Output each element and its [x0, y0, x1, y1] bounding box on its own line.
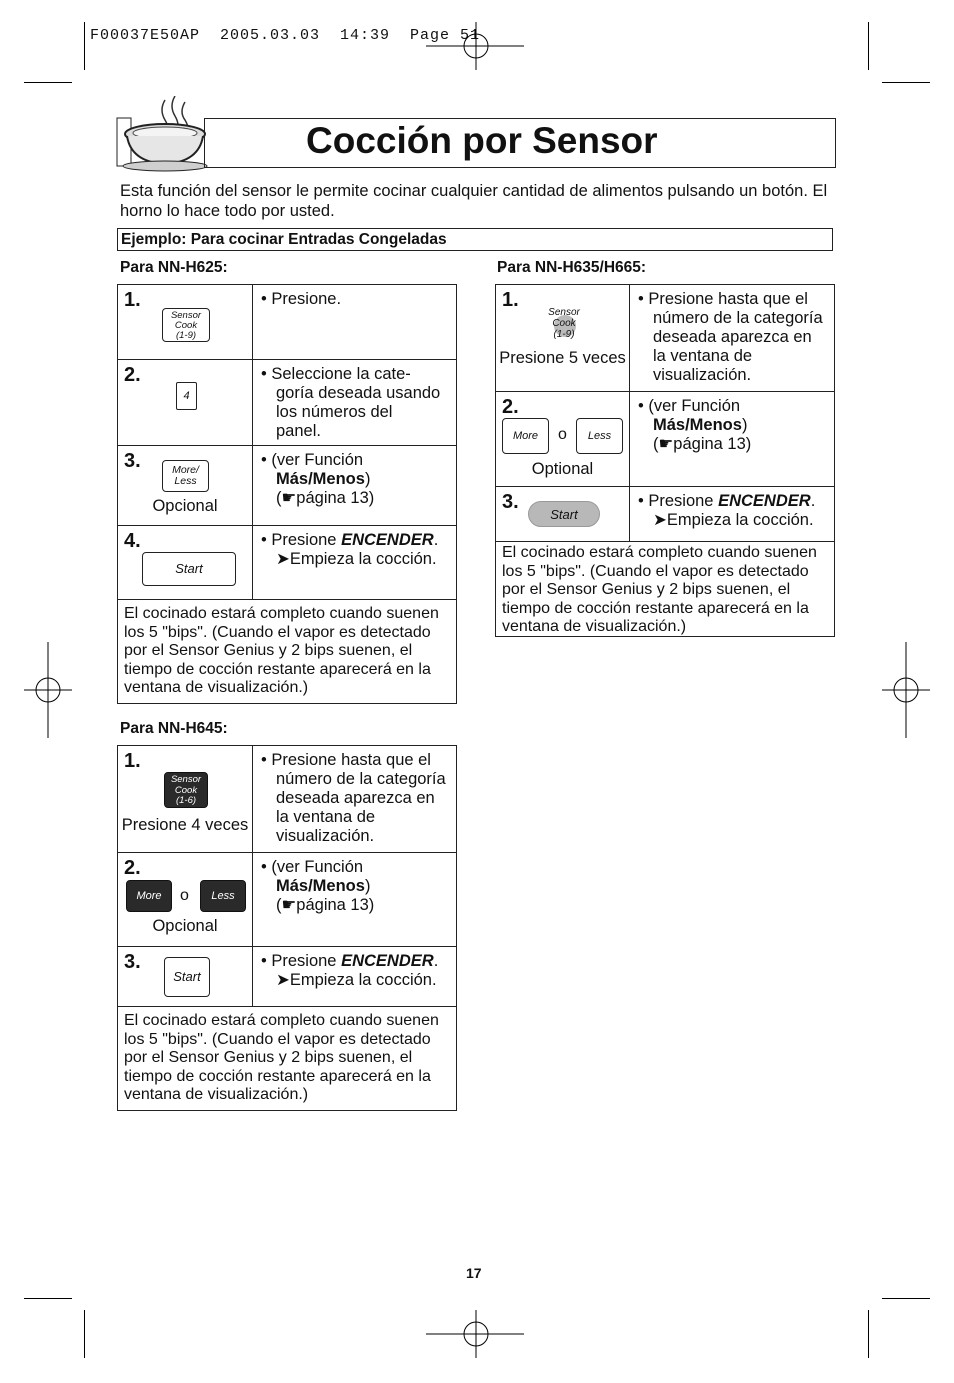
step-caption: Presione 4 veces — [121, 816, 249, 834]
registration-mark-bottom — [426, 1310, 526, 1358]
note-row — [118, 1007, 457, 1111]
step-row — [118, 285, 457, 360]
more-less-button[interactable]: More/ Less — [162, 460, 209, 492]
step-description: • Presione. — [261, 290, 342, 308]
step-description: • Presione ENCENDER. ➤Empieza la cocción. — [261, 952, 439, 989]
or-text: o — [180, 887, 189, 904]
registration-mark-right — [882, 642, 930, 738]
step-number: 1. — [124, 289, 141, 311]
step-caption: Opcional — [152, 917, 218, 935]
steaming-bowl-icon — [115, 96, 210, 174]
step-row — [118, 947, 457, 1007]
print-slug: F00037E50AP 2005.03.03 14:39 Page 51 — [90, 27, 481, 44]
step-number: 2. — [124, 364, 141, 386]
steps-table-h635-h665 — [495, 284, 835, 637]
sensor-cook-button[interactable]: Sensor Cook (1-9) — [162, 308, 210, 342]
number-4-button[interactable]: 4 — [176, 382, 197, 410]
example-heading: Ejemplo: Para cocinar Entradas Congeladas — [117, 228, 833, 251]
less-button[interactable]: Less — [200, 880, 246, 912]
step-number: 3. — [124, 450, 141, 472]
more-button[interactable]: More — [502, 418, 549, 454]
completion-note: El cocinado estará completo cuando suenen los 5 "bips". (Cuando el vapor es detectado por el Sensor Genius y 2 bips suenen, el tiempo de cocción restante aparecerá en la ventana de visualización.) — [502, 544, 817, 635]
step-number: 2. — [124, 857, 141, 879]
completion-note: El cocinado estará completo cuando suenen los 5 "bips". (Cuando el vapor es detectado por el Sensor Genius y 2 bips suenen, el tiempo de cocción restante aparecerá en la ventana de visualización.) — [124, 1012, 439, 1103]
more-button[interactable]: More — [126, 880, 172, 912]
step-description: • (ver Función Más/Menos) (☛página 13) — [638, 397, 752, 453]
page-number: 17 — [466, 1265, 482, 1281]
step-number: 1. — [502, 289, 519, 311]
step-row — [118, 853, 457, 947]
step-caption: Presione 5 veces — [499, 349, 626, 367]
start-button[interactable]: Start — [164, 957, 210, 997]
step-caption: Opcional — [152, 497, 218, 515]
intro-paragraph: Esta función del sensor le permite cocinar cualquier cantidad de alimentos pulsando un botón. El horno lo hace todo por usted. — [120, 182, 828, 220]
step-description: • Presione hasta que el número de la categoría deseada aparezca en la ventana de visualización. — [638, 290, 823, 384]
registration-mark-top — [426, 22, 526, 70]
step-row — [496, 285, 835, 392]
step-row — [118, 746, 457, 853]
step-description: • (ver Función Más/Menos) (☛página 13) — [261, 858, 375, 914]
sensor-cook-button[interactable]: Sensor Cook (1-6) — [164, 772, 208, 808]
step-description: • (ver Función Más/Menos) (☛página 13) — [261, 451, 375, 507]
step-caption: Optional — [531, 460, 594, 478]
note-row — [496, 542, 835, 637]
step-row — [118, 360, 457, 446]
step-description: • Seleccione la cate- goría deseada usando los números del panel. — [261, 365, 441, 440]
step-description: • Presione ENCENDER. ➤Empieza la cocción. — [638, 492, 816, 529]
or-text: o — [558, 426, 567, 443]
step-row — [118, 446, 457, 526]
step-number: 3. — [502, 491, 519, 513]
model-heading-h635-h665: Para NN-H635/H665: — [497, 259, 647, 276]
model-heading-h625: Para NN-H625: — [120, 259, 228, 276]
step-row — [496, 487, 835, 542]
step-description: • Presione hasta que el número de la categoría deseada aparezca en la ventana de visualización. — [261, 751, 446, 845]
step-number: 3. — [124, 951, 141, 973]
steps-table-h645 — [117, 745, 457, 1111]
step-number: 1. — [124, 750, 141, 772]
step-number: 2. — [502, 396, 519, 418]
page-title: Cocción por Sensor — [306, 120, 658, 161]
less-button[interactable]: Less — [576, 418, 623, 454]
note-row — [118, 600, 457, 704]
step-row — [118, 526, 457, 600]
steps-table-h625 — [117, 284, 457, 704]
completion-note: El cocinado estará completo cuando suenen los 5 "bips". (Cuando el vapor es detectado por el Sensor Genius y 2 bips suenen, el tiempo de cocción restante aparecerá en la ventana de visualización.) — [124, 605, 439, 696]
sensor-cook-button[interactable]: Sensor Cook (1-9) — [548, 307, 580, 340]
step-number: 4. — [124, 530, 141, 552]
step-row — [496, 392, 835, 487]
start-button[interactable]: Start — [142, 552, 236, 586]
registration-mark-left — [24, 642, 72, 738]
model-heading-h645: Para NN-H645: — [120, 720, 228, 737]
step-description: • Presione ENCENDER. ➤Empieza la cocción. — [261, 531, 439, 568]
start-button[interactable]: Start — [528, 501, 600, 527]
